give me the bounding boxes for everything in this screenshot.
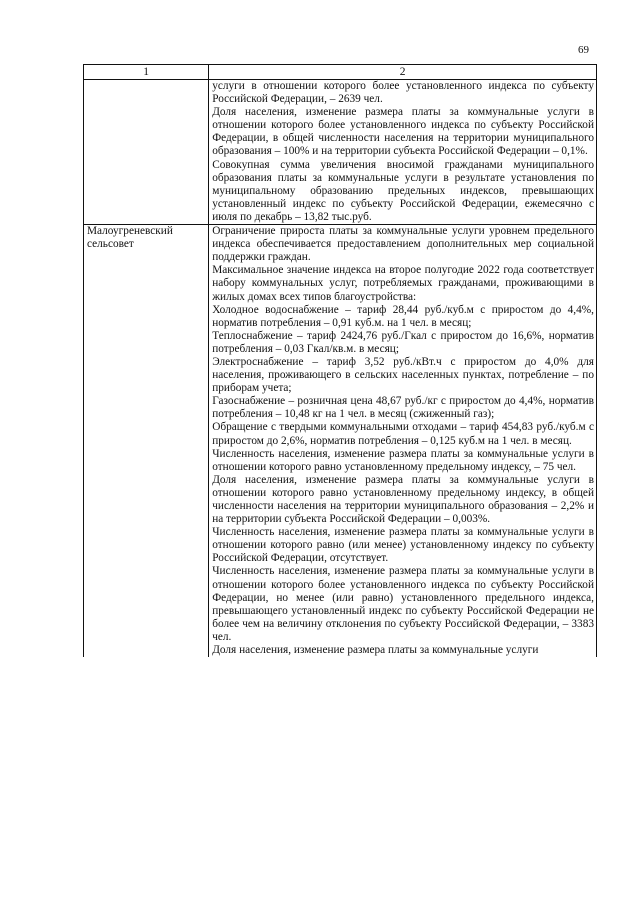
paragraph: Доля населения, изменение размера платы за коммунальные услуги в отношении которого более установленного индекса по субъекту Российской Федерации, в общей численности населения на территории муниципального образования – 100% и на территории субъекта Российской Федерации – 0,1%. bbox=[212, 106, 594, 158]
paragraph: Ограничение прироста платы за коммунальные услуги уровнем предельного индекса обеспечивается предоставлением дополнительных мер социальной поддержки граждан. bbox=[212, 225, 594, 264]
municipality-name-cell bbox=[84, 80, 209, 225]
paragraph: Обращение с твердыми коммунальными отходами – тариф 454,83 руб./куб.м с приростом до 2,6%, норматив потребления – 0,125 куб.м на 1 чел. в месяц. bbox=[212, 421, 594, 447]
table-row bbox=[84, 80, 597, 225]
table-header-row bbox=[84, 65, 597, 80]
description-cell bbox=[209, 225, 597, 658]
header-col-2: 2 bbox=[209, 65, 597, 80]
paragraph: Доля населения, изменение размера платы за коммунальные услуги bbox=[212, 644, 539, 657]
paragraph: услуги в отношении которого более установленного индекса по субъекту Российской Федерации, – 2639 чел. bbox=[212, 80, 594, 106]
page-number: 69 bbox=[578, 44, 589, 56]
table-row bbox=[84, 225, 597, 658]
paragraph: Численность населения, изменение размера платы за коммунальные услуги в отношении которого равно (или менее) установленному индексу по субъекту Российской Федерации, отсутствует. bbox=[212, 526, 594, 565]
header-col-1: 1 bbox=[84, 65, 209, 80]
paragraph: Численность населения, изменение размера платы за коммунальные услуги в отношении которого равно установленному предельному индексу, – 75 чел. bbox=[212, 447, 594, 473]
paragraph: Холодное водоснабжение – тариф 28,44 руб./куб.м с приростом до 4,4%, норматив потребления – 0,91 куб.м. на 1 чел. в месяц; bbox=[212, 303, 594, 329]
municipality-name-cell: Малоугреневский сельсовет bbox=[84, 225, 209, 658]
paragraph: Газоснабжение – розничная цена 48,67 руб./кг с приростом до 4,4%, норматив потребления – 10,48 кг на 1 чел. в месяц (сжиженный газ); bbox=[212, 395, 594, 421]
description-cell bbox=[209, 80, 597, 225]
paragraph: Численность населения, изменение размера платы за коммунальные услуги в отношении которого более установленного индекса по субъекту Российской Федерации, но менее (или равно) установленного предельного индекса, превышающего установленный индекс по субъекту Российской Федерации не более чем на величину отклонения по субъекту Российской Федерации, – 3383 чел. bbox=[212, 565, 594, 643]
paragraph: Доля населения, изменение размера платы за коммунальные услуги в отношении которого равно установленному предельному индексу, в общей численности населения на территории муниципального образования – 2,2% и на территории субъекта Российской Федерации – 0,003%. bbox=[212, 473, 594, 526]
paragraph: Электроснабжение – тариф 3,52 руб./кВт.ч с приростом до 4,0% для населения, проживающего в сельских населенных пунктах, потребление – по приборам учета; bbox=[212, 355, 594, 395]
paragraph: Максимальное значение индекса на второе полугодие 2022 года соответствует набору коммунальных услуг, потребляемых гражданами, проживающими в жилых домах всех типов благоустройства: bbox=[212, 264, 594, 303]
paragraph: Теплоснабжение – тариф 2424,76 руб./Гкал с приростом до 16,6%, норматив потребления – 0,03 Гкал/кв.м. в месяц; bbox=[212, 329, 594, 355]
paragraph: Совокупная сумма увеличения вносимой гражданами муниципального образования платы за коммунальные услуги в результате установления по муниципальному образованию предельных индексов, превышающих установленный индекс по субъекту Российской Федерации, ежемесячно с июля по декабрь – 13,82 тыс.руб. bbox=[212, 158, 594, 223]
content-table bbox=[83, 64, 597, 657]
